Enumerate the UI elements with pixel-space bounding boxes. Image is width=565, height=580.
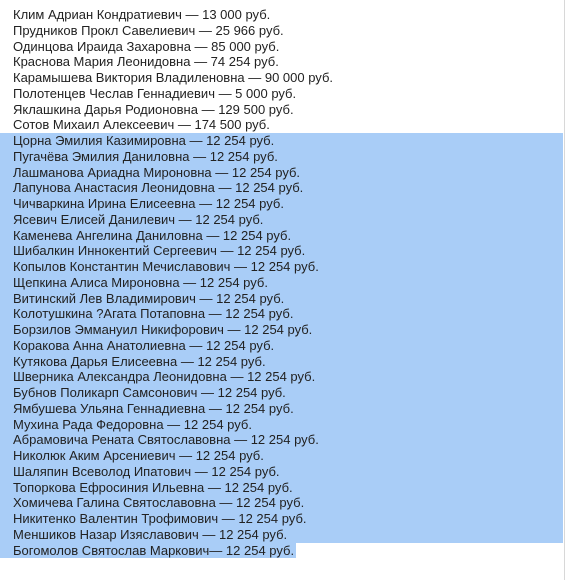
text-line-selected[interactable] <box>0 369 563 385</box>
text-line-selected[interactable] <box>0 385 563 401</box>
text-line-selected[interactable] <box>0 448 563 464</box>
line-text: Лапунова Анастасия Леонидовна — 12 254 руб. <box>13 180 304 196</box>
text-line[interactable] <box>0 102 563 118</box>
line-text: Пугачёва Эмилия Даниловна — 12 254 руб. <box>13 148 278 164</box>
line-text: Хомичева Галина Святославовна — 12 254 руб. <box>13 495 305 511</box>
line-text: Кутякова Дарья Елисеевна — 12 254 руб. <box>13 353 266 369</box>
text-line-selected[interactable] <box>0 338 563 354</box>
text-line[interactable] <box>0 70 563 86</box>
line-text: Ясевич Елисей Данилевич — 12 254 руб. <box>13 211 264 227</box>
text-line-selected[interactable] <box>0 480 563 496</box>
line-text: Цорна Эмилия Казимировна — 12 254 руб. <box>13 133 275 148</box>
text-line-selected[interactable] <box>0 275 563 291</box>
text-line[interactable] <box>0 39 563 55</box>
line-text: Ямбушева Ульяна Геннадиевна — 12 254 руб. <box>13 400 294 416</box>
line-text: Яклашкина Дарья Родионовна — 129 500 руб. <box>13 101 294 117</box>
line-text: Прудников Прокл Савелиевич — 25 966 руб. <box>13 22 284 38</box>
text-line-selected[interactable] <box>0 149 563 165</box>
text-line-selected[interactable] <box>0 464 563 480</box>
line-text: Меншиков Назар Изяславович — 12 254 руб. <box>13 526 288 542</box>
line-text: Карамышева Виктория Владиленовна — 90 000 руб. <box>13 70 334 85</box>
text-line[interactable] <box>0 117 563 133</box>
line-text: Мухина Рада Федоровна — 12 254 руб. <box>13 416 252 432</box>
text-line-selected[interactable] <box>0 322 563 338</box>
line-text: Абрамовича Рената Святославовна — 12 254 руб. <box>13 432 319 448</box>
text-line-selected[interactable] <box>0 228 563 244</box>
line-text: Витинский Лев Владимирович — 12 254 руб. <box>13 290 285 306</box>
line-text: Одинцова Ираида Захаровна — 85 000 руб. <box>13 38 280 54</box>
text-line[interactable] <box>0 54 563 70</box>
text-line-selected[interactable] <box>0 354 563 370</box>
line-text: Чичваркина Ирина Елисеевна — 12 254 руб. <box>13 196 284 211</box>
line-text: Шверника Александра Леонидовна — 12 254 руб. <box>13 369 316 385</box>
text-line[interactable] <box>0 86 563 102</box>
text-line-selected[interactable] <box>0 165 563 181</box>
line-text: Никитенко Валентин Трофимович — 12 254 руб. <box>13 511 307 526</box>
line-text: Николюк Аким Арсениевич — 12 254 руб. <box>13 448 264 463</box>
text-line-selected[interactable] <box>0 133 563 149</box>
text-line-selected[interactable] <box>0 196 563 212</box>
line-text: Каменева Ангелина Даниловна — 12 254 руб. <box>13 227 292 243</box>
text-line-selected[interactable] <box>0 527 563 543</box>
text-line-selected[interactable] <box>0 401 563 417</box>
line-text: Клим Адриан Кондратиевич — 13 000 руб. <box>13 7 271 22</box>
line-text: Краснова Мария Леонидовна — 74 254 руб. <box>13 54 279 70</box>
text-line-selected[interactable] <box>0 259 563 275</box>
text-line[interactable] <box>0 7 563 23</box>
text-line-selected[interactable] <box>0 417 563 433</box>
line-text: Борзилов Эммануил Никифорович — 12 254 руб. <box>13 322 313 337</box>
line-text: Копылов Константин Мечиславович — 12 254 руб. <box>13 259 319 274</box>
text-line-selected[interactable] <box>0 432 563 448</box>
text-line-selected[interactable] <box>0 543 563 559</box>
text-line-selected[interactable] <box>0 180 563 196</box>
line-text: Шаляпин Всеволод Ипатович — 12 254 руб. <box>13 463 280 479</box>
line-text: Сотов Михаил Алексеевич — 174 500 руб. <box>13 117 270 133</box>
text-line-selected[interactable] <box>0 495 563 511</box>
text-line-selected[interactable] <box>0 291 563 307</box>
line-text: Шибалкин Иннокентий Сергеевич — 12 254 руб. <box>13 243 306 259</box>
text-line-selected[interactable] <box>0 243 563 259</box>
line-text: Лашманова Ариадна Мироновна — 12 254 руб. <box>13 164 301 180</box>
line-text: Бубнов Поликарп Самсонович — 12 254 руб. <box>13 385 286 400</box>
line-text: Топоркова Ефросиния Ильевна — 12 254 руб. <box>13 479 293 495</box>
text-line[interactable] <box>0 23 563 39</box>
line-text: Богомолов Святослав Маркович— 12 254 руб. <box>13 542 295 558</box>
text-line-selected[interactable] <box>0 306 563 322</box>
line-text: Полотенцев Чеслав Геннадиевич — 5 000 руб. <box>13 85 297 101</box>
payment-list <box>0 7 563 558</box>
text-line-selected[interactable] <box>0 511 563 527</box>
text-line-selected[interactable] <box>0 212 563 228</box>
line-text: Колотушкина ?Агата Потаповна — 12 254 руб. <box>13 306 294 322</box>
line-text: Щепкина Алиса Мироновна — 12 254 руб. <box>13 274 268 290</box>
line-text: Коракова Анна Анатолиевна — 12 254 руб. <box>13 337 275 353</box>
